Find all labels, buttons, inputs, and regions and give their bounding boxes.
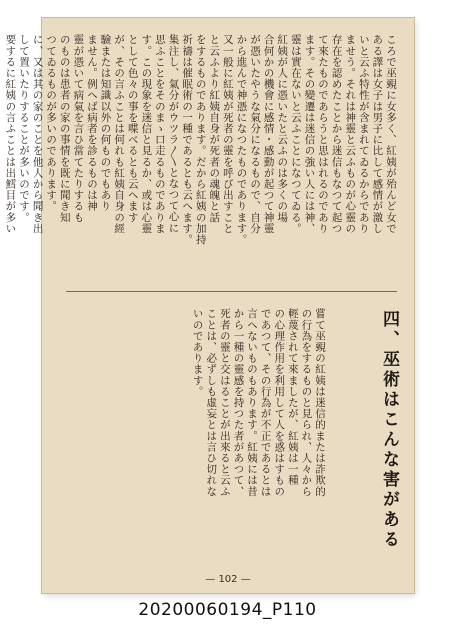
text-line: として色々の事を喋べるとも云へます	[126, 34, 139, 223]
text-line: が、その言ふことは何れも紅姨自身の經	[113, 34, 126, 234]
text-line: 合何かの機會に感情・感動が起つて神靈	[262, 34, 275, 234]
text-line: と云ふより紅姨自身が死者の魂魄と話	[208, 34, 221, 223]
text-line: ませう。それは神靈と云ふものが心靈の	[344, 34, 357, 234]
text-line: 思ふことをそのまゝ口走るものでありま	[153, 34, 166, 234]
page-number: — 102 —	[205, 574, 251, 585]
text-line: の行為をするものと見られ、人々から	[300, 308, 313, 497]
text-line: 驗または知識以外の何ものでもあり	[99, 34, 112, 212]
text-line: 要するに紅姨の言ふことは出鱈目が多い	[4, 34, 17, 234]
section-divider	[66, 291, 397, 292]
document-page	[4, 18, 414, 593]
text-line: ます。その變遷は迷信の強い人には神、	[303, 34, 316, 234]
text-line: 祈禱は催眠術の一種であるとも云へます。	[181, 34, 194, 245]
text-line: 言へないものもあります。紅姨には昔	[246, 308, 259, 497]
text-line: 又一般に紅姨が死者の靈を呼び出すこと	[221, 34, 234, 234]
text-line: ころで巫覡に女多く、紅姨が殆んど女で	[385, 34, 397, 234]
text-line: のものは患者の家の事情を既に聞き知	[58, 34, 71, 223]
text-line: 靈は實在ないと云ふことになつてゐる。	[289, 34, 302, 234]
image-caption: 20200060194_P110	[138, 600, 317, 620]
text-line: 集注し、氣分がウツラ〳〵となつて心に	[167, 34, 180, 234]
text-line: す。この現象を迷信と見るか、或は心靈	[140, 34, 153, 234]
text-line: 死者の靈と交はることが出來ると云ふ	[218, 308, 231, 497]
text-line: 存在を認めたことから迷信もなつて起つ	[330, 34, 343, 234]
text-line: の心理作用を利用して人を惑はすもの	[273, 308, 286, 497]
text-line: であつて、その行為が不正であるとは	[259, 308, 272, 497]
lower-text-block	[66, 308, 326, 553]
text-line: して置いたりすることが多いのです。	[17, 34, 30, 223]
text-line: ません。例へば病者を診るものは神	[85, 34, 98, 212]
text-line: に、又は其の家のことを他人から聞き出	[31, 34, 44, 234]
text-line: 紅姨が人に憑いたと云ふのは多くの場	[276, 34, 289, 223]
text-line: いのであります。	[191, 308, 204, 397]
upper-text-block	[4, 34, 397, 279]
section-heading: 四、巫術はこんな害がある	[379, 310, 399, 550]
text-line: から進んで神憑になつたものであります。	[235, 34, 248, 245]
text-line: ことは、必ずしも虛妄とは言ひ切れな	[205, 308, 218, 497]
text-line: 嘗て巫覡の紅姨は迷信的または詐欺的	[314, 308, 326, 497]
text-line: て來たものであらうと思はれるのであり	[317, 34, 330, 234]
text-line: ある譯は女子は男子に比して感情が激し	[371, 34, 384, 234]
text-line: をするものであります。だから紅姨の加持	[194, 34, 207, 245]
text-line: 靈が憑いて病氣を言ひ當てたりするも	[72, 34, 85, 223]
text-line: つてゐるものが多いのであります。	[45, 34, 58, 212]
text-line: から一種の靈感を持つた者があつて、	[232, 308, 245, 497]
text-line: が憑いたやうな氣分になるもので、自分	[249, 34, 262, 234]
text-line: 輕蔑されて來ましたが、紅姨は一種	[286, 308, 299, 486]
text-line: いと云ふ特性が含まれてゐるからであり	[357, 34, 370, 234]
